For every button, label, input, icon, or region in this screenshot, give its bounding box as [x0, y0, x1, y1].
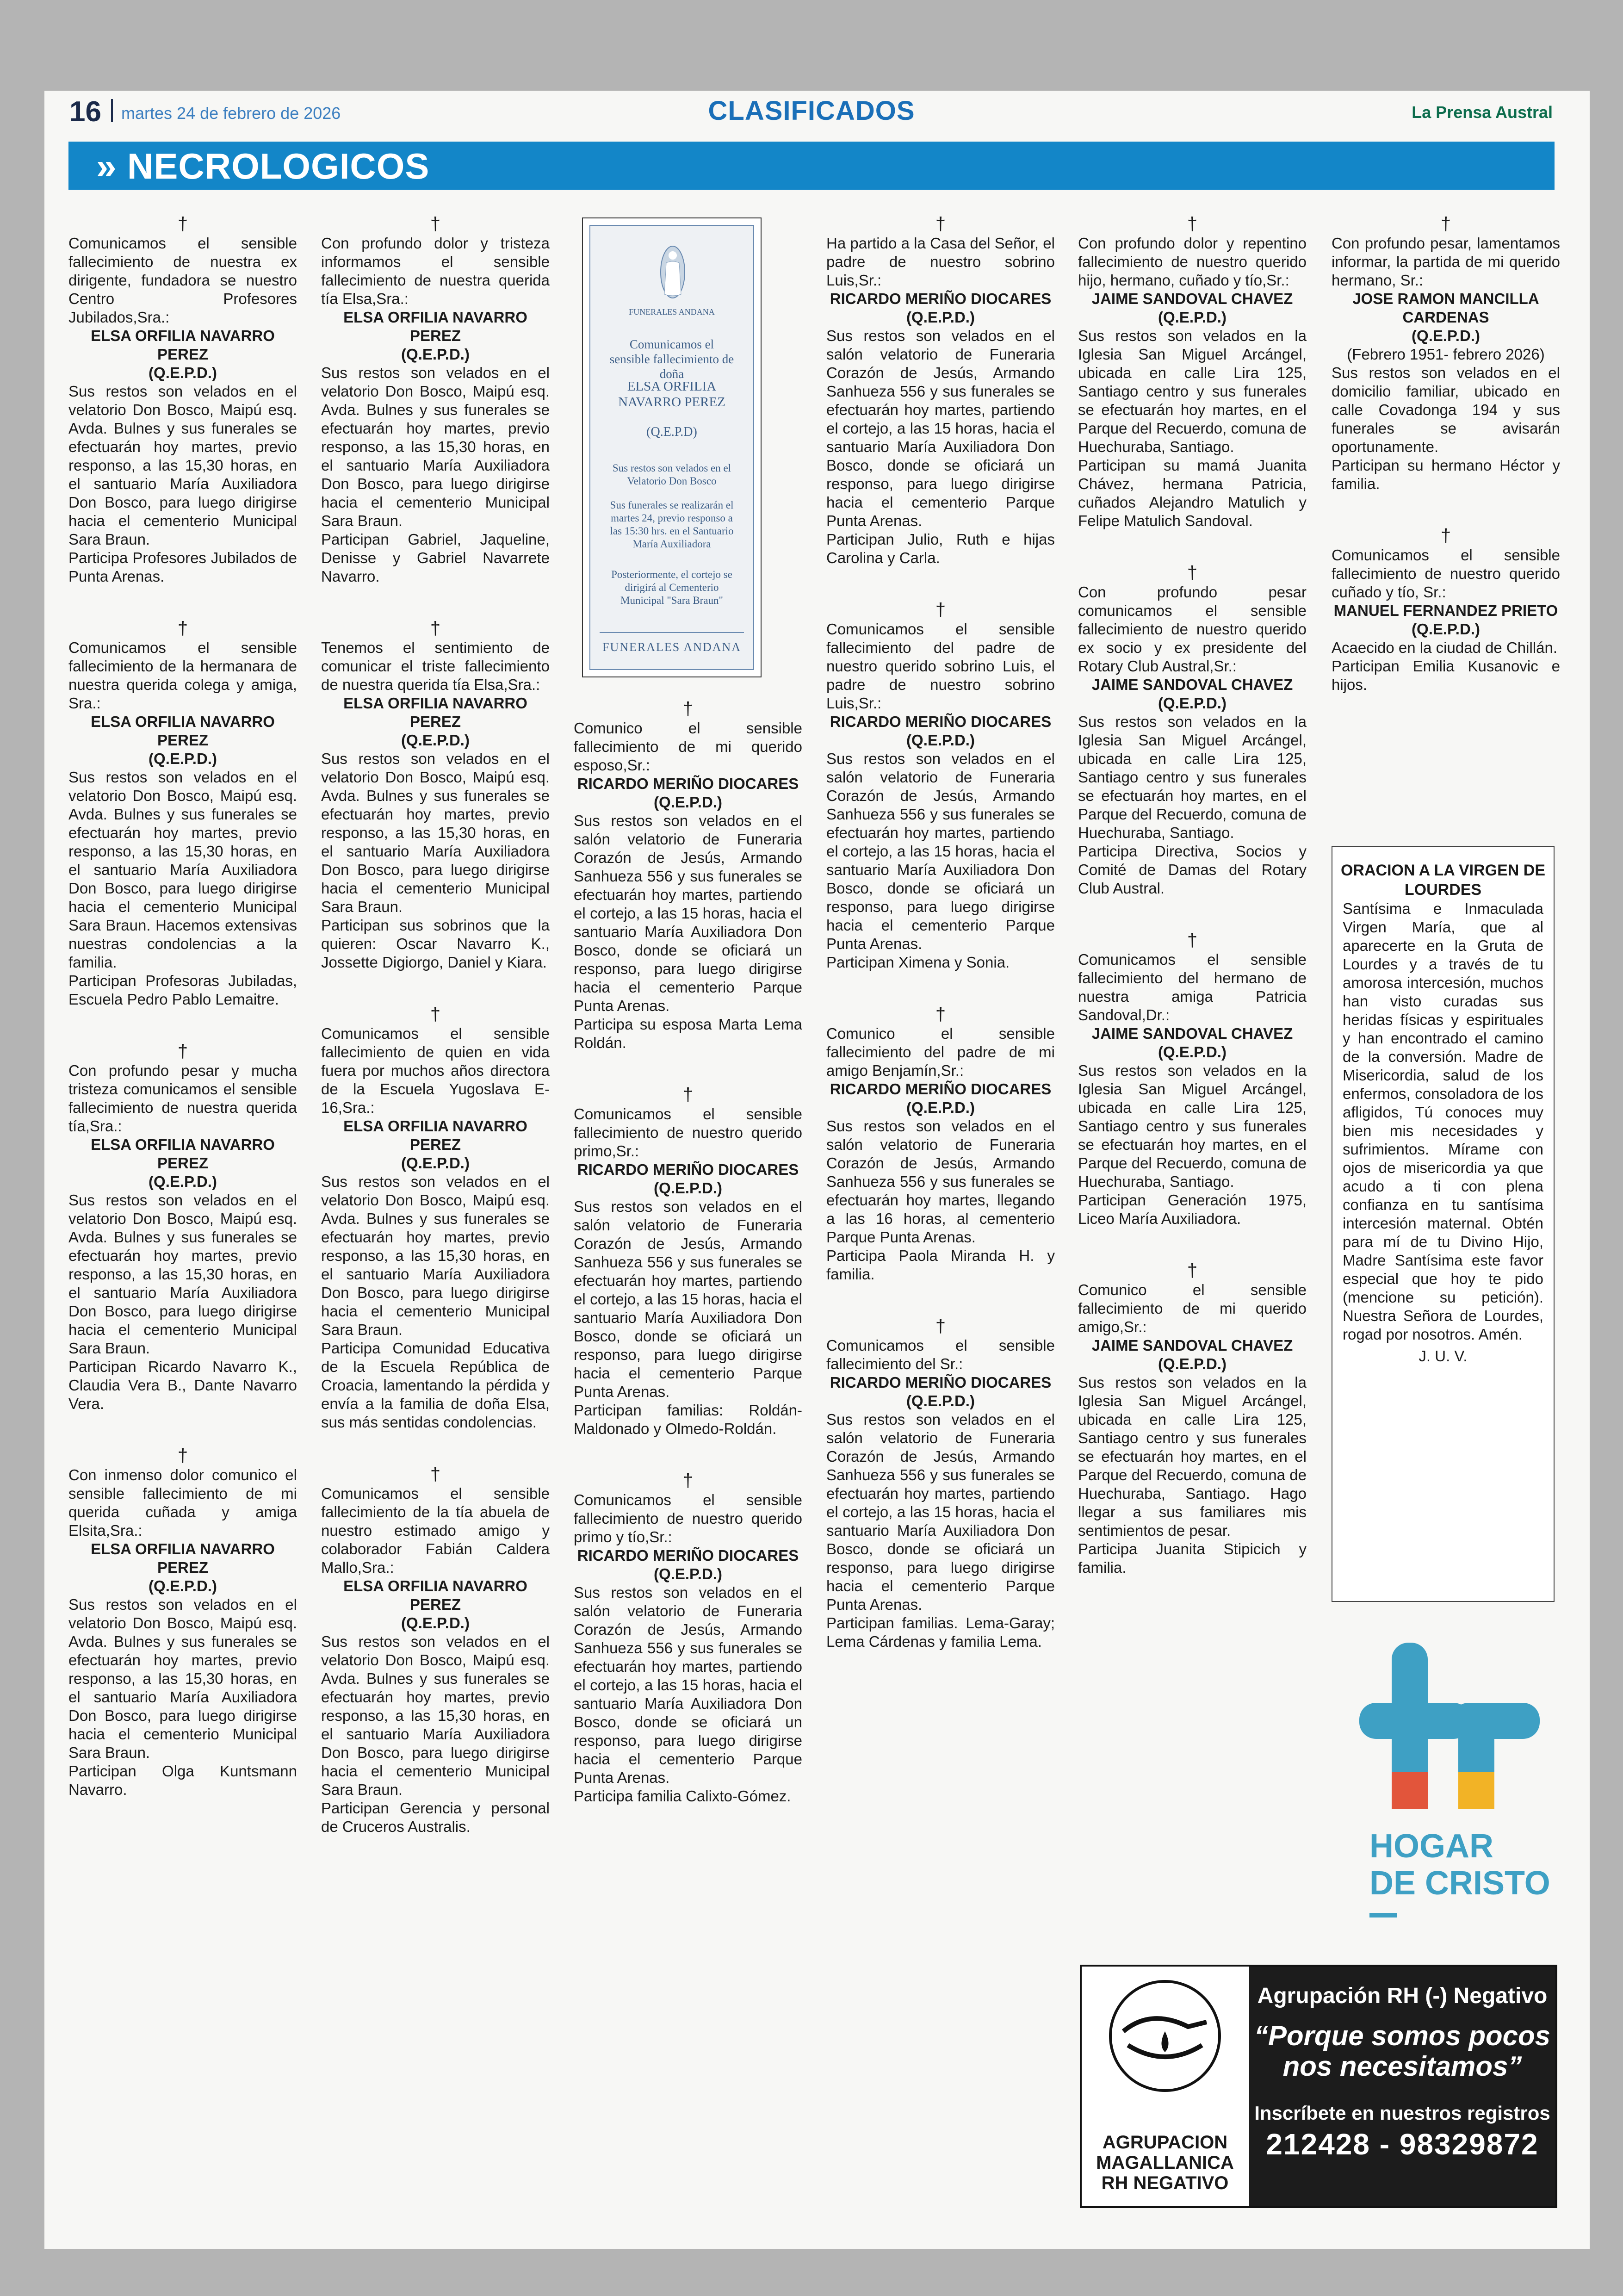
obituary-notice	[574, 1471, 802, 1806]
funeral-card-footer: FUNERALES ANDANA	[602, 640, 741, 654]
funeral-card-divider	[600, 632, 744, 633]
notice-body: Sus restos son velados en el salón velatorio de Funeraria Corazón de Jesús, Armando Sanhueza 556 y sus funerales se efectuarán hoy martes, partiendo el cortejo, a las 15 horas, hacia el santuario María Auxiliadora Don Bosco, donde se oficiará un responso, para luego dirigirse hacia el cementerio Parque Punta Arenas.	[574, 1198, 802, 1400]
virgin-image-icon	[659, 244, 687, 300]
notice-body: Sus restos son velados en el velatorio Don Bosco, Maipú esq. Avda. Bulnes y sus funerales se efectuarán hoy martes, previo responso, a las 15,30 horas, en el santuario María Auxiliadora Don Bosco, para luego dirigirse hacia el cementerio Municipal Sara Braun.	[321, 750, 550, 915]
deceased-name: RICARDO MERIÑO DIOCARES	[577, 1161, 799, 1178]
cross-icon: †	[430, 1464, 441, 1484]
qepd-label: (Q.E.P.D.)	[1412, 621, 1480, 638]
section-name: CLASIFICADOS	[708, 96, 915, 126]
obituary-notice	[68, 618, 297, 1009]
deceased-name: JAIME SANDOVAL CHAVEZ	[1091, 290, 1293, 307]
qepd-label: (Q.E.P.D.)	[149, 364, 217, 381]
participants: Participan Profesoras Jubiladas, Escuela Pedro Pablo Lemaitre.	[68, 972, 297, 1008]
cross-icon: †	[177, 1041, 188, 1061]
qepd-label: (Q.E.P.D.)	[149, 750, 217, 767]
participants: Participan Julio, Ruth e hijas Carolina y Carla.	[826, 531, 1055, 566]
participants: Participan Ricardo Navarro K., Claudia Vera B., Dante Navarro Vera.	[68, 1358, 297, 1412]
notice-intro: Con profundo dolor y tristeza informamos el sensible fallecimiento de nuestra querida tía Elsa,Sra.:	[321, 235, 550, 307]
qepd-label: (Q.E.P.D.)	[1158, 695, 1227, 712]
participants: Participan Emilia Kusanovic e hijos.	[1332, 658, 1560, 693]
participants: Participa Comunidad Educativa de la Escuela República de Croacia, lamentando la pérdida y envía a la familia de doña Elsa, sus más sentidas condolencias.	[321, 1340, 550, 1431]
hogar-line-2: DE CRISTO	[1369, 1865, 1550, 1902]
funeral-card	[582, 217, 762, 677]
funeral-card-qepd: (Q.E.P.D)	[646, 425, 697, 439]
deceased-name: RICARDO MERIÑO DIOCARES	[830, 1374, 1052, 1391]
notice-intro: Comunico el sensible fallecimiento de mi querido amigo,Sr.:	[1078, 1281, 1307, 1335]
deceased-name: ELSA ORFILIA NAVARRO PEREZ	[91, 1540, 275, 1576]
notice-body: Sus restos son velados en la Iglesia San Miguel Arcángel, ubicada en calle Lira 125, Santiago centro y sus funerales se efectuarán hoy martes, en el Parque del Recuerdo, comuna de Huechuraba, Santiago. Hago llegar a sus familiares mis sentimientos de pesar.	[1078, 1374, 1307, 1539]
notice-body: Sus restos son velados en el salón velatorio de Funeraria Corazón de Jesús, Armando Sanhueza 556 y sus funerales se efectuarán hoy martes, partiendo el cortejo, a las 15 horas, hacia el santuario María Auxiliadora Don Bosco, donde se oficiará un responso, para luego dirigirse hacia el cementerio Parque Punta Arenas.	[826, 750, 1055, 952]
rh-ad-headline: Agrupación RH (-) Negativo	[1257, 1984, 1548, 2008]
notice-intro: Con profundo dolor y repentino fallecimiento de nuestro querido hijo, hermano, cuñado y tío,Sr.:	[1078, 235, 1307, 289]
notice-body: Sus restos son velados en el salón velatorio de Funeraria Corazón de Jesús, Armando Sanhueza 556 y sus funerales se efectuarán hoy martes, llegando a las 16 horas, al cementerio Parque Punta Arenas.	[826, 1117, 1055, 1246]
page-date: martes 24 de febrero de 2026	[121, 104, 341, 123]
prayer-title: ORACION A LA VIRGEN DE LOURDES	[1340, 862, 1546, 899]
qepd-label: (Q.E.P.D.)	[1158, 309, 1227, 326]
cross-icon: †	[1187, 930, 1198, 950]
qepd-label: (Q.E.P.D.)	[1158, 1355, 1227, 1372]
qepd-label: (Q.E.P.D.)	[1412, 327, 1480, 344]
obituary-notice	[321, 618, 550, 972]
deceased-name: ELSA ORFILIA NAVARRO PEREZ	[91, 713, 275, 749]
qepd-label: (Q.E.P.D.)	[906, 732, 975, 749]
column-5	[1078, 214, 1307, 1609]
obituary-notice	[574, 1085, 802, 1438]
hand-drop-icon	[1096, 1976, 1234, 2096]
participants: Participa familia Calixto-Gómez.	[574, 1787, 791, 1805]
participants: Participa Profesores Jubilados de Punta Arenas.	[68, 549, 297, 585]
deceased-name: JOSE RAMON MANCILLA CARDENAS	[1352, 290, 1539, 326]
deceased-name: ELSA ORFILIA NAVARRO PEREZ	[91, 327, 275, 363]
deceased-name: ELSA ORFILIA NAVARRO PEREZ	[343, 1577, 527, 1613]
participants: Participan Gabriel, Jaqueline, Denisse y Gabriel Navarrete Navarro.	[321, 531, 550, 585]
deceased-name: JAIME SANDOVAL CHAVEZ	[1091, 1337, 1293, 1354]
deceased-name: ELSA ORFILIA NAVARRO PEREZ	[343, 1117, 527, 1153]
obituary-notice	[321, 214, 550, 586]
qepd-label: (Q.E.P.D.)	[401, 1614, 470, 1632]
participants: Participan familias. Lema-Garay; Lema Cárdenas y familia Lema.	[826, 1614, 1055, 1650]
deceased-name: ELSA ORFILIA NAVARRO PEREZ	[91, 1136, 275, 1172]
notice-intro: Con profundo pesar, lamentamos informar, la partida de mi querido hermano, Sr.:	[1332, 235, 1560, 289]
deceased-name: MANUEL FERNANDEZ PRIETO	[1333, 602, 1558, 619]
obituary-notice	[1332, 214, 1560, 493]
page-number: 16	[69, 96, 101, 128]
obituary-notice	[321, 1464, 550, 1836]
participants: Participan Gerencia y personal de Cruceros Australis.	[321, 1800, 550, 1835]
newspaper-brand: La Prensa Austral	[1412, 103, 1553, 122]
qepd-label: (Q.E.P.D.)	[401, 346, 470, 363]
notice-body: Sus restos son velados en el velatorio Don Bosco, Maipú esq. Avda. Bulnes y sus funerales se efectuarán hoy martes, previo responso, a las 15,30 horas, en el santuario María Auxiliadora Don Bosco, para luego dirigirse hacia el cementerio Municipal Sara Braun. Hacemos extensivas nuestras condolencias a la familia.	[68, 769, 297, 971]
obituary-notice	[68, 1041, 297, 1413]
column-3	[574, 699, 802, 1838]
funeral-card-intro: Comunicamos el sensible fallecimiento de doña	[609, 337, 734, 381]
notice-body: Sus restos son velados en la Iglesia San Miguel Arcángel, ubicada en calle Lira 125, Santiago centro y sus funerales se efectuarán hoy martes, en el Parque del Recuerdo, comuna de Huechuraba, Santiago.	[1078, 1062, 1307, 1190]
notice-body: Sus restos son velados en el salón velatorio de Funeraria Corazón de Jesús, Armando Sanhueza 556 y sus funerales se efectuarán hoy martes, partiendo el cortejo, a las 15 horas, hacia el santuario María Auxiliadora Don Bosco, donde se oficiará un responso, para luego dirigirse hacia el cementerio Parque Punta Arenas.	[826, 327, 1055, 529]
rh-ad-phone: 212428 - 98329872	[1266, 2128, 1539, 2161]
funeral-card-name: ELSA ORFILIA NAVARRO PEREZ	[618, 379, 725, 410]
deceased-name: JAIME SANDOVAL CHAVEZ	[1091, 1025, 1293, 1042]
notice-body: Acaecido en la ciudad de Chillán.	[1332, 639, 1557, 656]
notice-body: Sus restos son velados en el salón velatorio de Funeraria Corazón de Jesús, Armando Sanhueza 556 y sus funerales se efectuarán hoy martes, partiendo el cortejo, a las 15 horas, hacia el santuario María Auxiliadora Don Bosco, donde se oficiará un responso, para luego dirigirse hacia el cementerio Parque Punta Arenas.	[826, 1411, 1055, 1613]
notice-intro: Ha partido a la Casa del Señor, el padre de nuestro sobrino Luis,Sr.:	[826, 235, 1055, 289]
rh-ad-text-panel	[1249, 1967, 1555, 2206]
prayer-signature: J. U. V.	[1419, 1347, 1468, 1365]
notice-body: Sus restos son velados en la Iglesia San Miguel Arcángel, ubicada en calle Lira 125, Santiago centro y sus funerales se efectuarán hoy martes, en el Parque del Recuerdo, comuna de Huechuraba, Santiago.	[1078, 327, 1307, 455]
rh-ad-slogan: “Porque somos pocos nos necesitamos”	[1254, 2020, 1551, 2082]
column-2	[321, 214, 550, 1868]
notice-body: Sus restos son velados en el domicilio familiar, ubicado en calle Covadonga 194 y sus funerales se avisarán oportunamente.	[1332, 364, 1560, 455]
cross-icon: †	[1440, 526, 1451, 546]
notice-intro: Comunicamos el sensible fallecimiento del Sr.:	[826, 1337, 1055, 1372]
obituary-notice	[1078, 563, 1307, 898]
notice-body: Sus restos son velados en el velatorio Don Bosco, Maipú esq. Avda. Bulnes y sus funerales se efectuarán hoy martes, previo responso, a las 15,30 horas, en el santuario María Auxiliadora Don Bosco, para luego dirigirse hacia el cementerio Municipal Sara Braun.	[68, 1596, 297, 1761]
obituary-notice	[574, 699, 802, 1052]
participants: Participa Directiva, Socios y Comité de Damas del Rotary Club Austral.	[1078, 843, 1307, 897]
deceased-name: RICARDO MERIÑO DIOCARES	[830, 290, 1052, 307]
participants: Participa su esposa Marta Lema Roldán.	[574, 1016, 802, 1051]
notice-body: Sus restos son velados en el velatorio Don Bosco, Maipú esq. Avda. Bulnes y sus funerales se efectuarán hoy martes, previo responso, a las 15,30 horas, en el santuario María Auxiliadora Don Bosco, para luego dirigirse hacia el cementerio Municipal Sara Braun.	[68, 1191, 297, 1357]
deceased-name: ELSA ORFILIA NAVARRO PEREZ	[343, 309, 527, 344]
obituary-notice	[826, 1316, 1055, 1651]
notice-intro: Comunicamos el sensible fallecimiento del padre de nuestro querido sobrino Luis, el padre de nuestro sobrino Luis,Sr.:	[826, 621, 1055, 712]
notice-intro: Con profundo pesar comunicamos el sensible fallecimiento de nuestro querido ex socio y ex presidente del Rotary Club Austral,Sr.:	[1078, 583, 1307, 675]
notice-intro: Con inmenso dolor comunico el sensible fallecimiento de mi querida cuñada y amiga Elsita,Sra.:	[68, 1466, 297, 1539]
cross-icon: †	[430, 1004, 441, 1024]
qepd-label: (Q.E.P.D.)	[149, 1577, 217, 1595]
deceased-name: ELSA ORFILIA NAVARRO PEREZ	[343, 695, 527, 730]
qepd-label: (Q.E.P.D.)	[654, 1179, 722, 1197]
notice-intro: Comunico el sensible fallecimiento de mi querido esposo,Sr.:	[574, 720, 802, 774]
qepd-label: (Q.E.P.D.)	[906, 1099, 975, 1116]
notice-intro: Comunicamos el sensible fallecimiento de nuestro querido cuñado y tío, Sr.:	[1332, 546, 1560, 601]
obituary-notice	[1078, 1260, 1307, 1577]
qepd-label: (Q.E.P.D.)	[906, 1392, 975, 1409]
funeral-card-logo: FUNERALES ANDANA	[629, 307, 715, 316]
obituary-notice	[321, 1004, 550, 1432]
notice-intro: Comunicamos el sensible fallecimiento de nuestra ex dirigente, fundadora se nuestro Centro Profesores Jubilados,Sra.:	[68, 235, 297, 326]
participants: Participan su hermano Héctor y familia.	[1332, 457, 1560, 492]
qepd-label: (Q.E.P.D.)	[906, 309, 975, 326]
cross-icon: †	[177, 1446, 188, 1466]
section-banner	[68, 142, 1555, 190]
obituary-notice	[1078, 214, 1307, 530]
rh-ad-logo-panel	[1082, 1967, 1248, 2206]
notice-intro: Comunico el sensible fallecimiento del padre de mi amigo Benjamín,Sr.:	[826, 1025, 1055, 1079]
notice-body: Sus restos son velados en el velatorio Don Bosco, Maipú esq. Avda. Bulnes y sus funerales se efectuarán hoy martes, previo responso, a las 15,30 horas, en el santuario María Auxiliadora Don Bosco, para luego dirigirse hacia el cementerio Municipal Sara Braun.	[321, 364, 550, 529]
cross-icon: †	[1440, 214, 1451, 234]
qepd-label: (Q.E.P.D.)	[1158, 1043, 1227, 1061]
qepd-label: (Q.E.P.D.)	[654, 794, 722, 811]
funeral-card-service: Sus funerales se realizarán el martes 24, previo responso a las 15:30 hrs. en el Santuario María Auxiliadora	[610, 499, 734, 550]
rh-ad-organization: AGRUPACION MAGALLANICA RH NEGATIVO	[1096, 2132, 1234, 2193]
cross-icon: †	[935, 1316, 946, 1336]
cross-icon: †	[430, 214, 441, 234]
obituary-notice	[68, 214, 297, 586]
hogar-de-cristo-text	[1369, 1828, 1550, 1917]
cross-icon: †	[177, 618, 188, 639]
cross-icon: †	[1187, 1260, 1198, 1281]
cross-icon: †	[682, 699, 694, 719]
participants: Participan sus sobrinos que la quieren: Oscar Navarro K., Jossette Digiorgo, Daniel y Kiara.	[321, 917, 550, 971]
section-title: » NECROLOGICOS	[96, 146, 430, 186]
deceased-name: RICARDO MERIÑO DIOCARES	[830, 713, 1052, 730]
obituary-notice	[826, 214, 1055, 567]
participants: Participa Juanita Stipicich y familia.	[1078, 1540, 1307, 1576]
deceased-name: RICARDO MERIÑO DIOCARES	[577, 775, 799, 792]
obituary-notice	[68, 1446, 297, 1799]
column-6	[1332, 214, 1560, 726]
participants: Participan familias: Roldán-Maldonado y Olmedo-Roldán.	[574, 1402, 802, 1437]
notice-intro: Comunicamos el sensible fallecimiento del hermano de nuestra amiga Patricia Sandoval,Dr.:	[1078, 951, 1307, 1024]
cross-icon: †	[1187, 563, 1198, 583]
hogar-underline	[1369, 1913, 1397, 1917]
qepd-label: (Q.E.P.D.)	[654, 1565, 722, 1582]
qepd-label: (Q.E.P.D.)	[149, 1173, 217, 1190]
notice-intro: Con profundo pesar y mucha tristeza comunicamos el sensible fallecimiento de nuestra querida tía,Sra.:	[68, 1062, 297, 1135]
obituary-notice	[1078, 930, 1307, 1228]
obituary-notice	[826, 600, 1055, 972]
cross-icon: †	[935, 214, 946, 234]
column-1	[68, 214, 297, 1831]
qepd-label: (Q.E.P.D.)	[401, 732, 470, 749]
deceased-name: JAIME SANDOVAL CHAVEZ	[1091, 676, 1293, 693]
notice-intro: Tenemos el sentimiento de comunicar el triste fallecimiento de nuestra querida tía Elsa,Sra.:	[321, 639, 550, 693]
notice-intro: Comunicamos el sensible fallecimiento de la hermanara de nuestra querida colega y amiga, Sra.:	[68, 639, 297, 712]
cross-icon: †	[177, 214, 188, 234]
notice-body: Sus restos son velados en el velatorio Don Bosco, Maipú esq. Avda. Bulnes y sus funerales se efectuarán hoy martes, previo responso, a las 15,30 horas, en el santuario María Auxiliadora Don Bosco, para luego dirigirse hacia el cementerio Municipal Sara Braun.	[68, 383, 297, 548]
rh-negative-ad	[1080, 1965, 1557, 2208]
column-4	[826, 214, 1055, 1683]
notice-intro: Comunicamos el sensible fallecimiento de nuestro querido primo,Sr.:	[574, 1105, 802, 1160]
notice-body: Sus restos son velados en el salón velatorio de Funeraria Corazón de Jesús, Armando Sanhueza 556 y sus funerales se efectuarán hoy martes, partiendo el cortejo, a las 15 horas, hacia el santuario María Auxiliadora Don Bosco, donde se oficiará un responso, para luego dirigirse hacia el cementerio Parque Punta Arenas.	[574, 1584, 802, 1786]
cross-icon: †	[935, 600, 946, 620]
notice-intro: Comunicamos el sensible fallecimiento de nuestro querido primo y tío,Sr.:	[574, 1491, 802, 1545]
notice-body: Sus restos son velados en el velatorio Don Bosco, Maipú esq. Avda. Bulnes y sus funerales se efectuarán hoy martes, previo responso, a las 15,30 horas, en el santuario María Auxiliadora Don Bosco, para luego dirigirse hacia el cementerio Municipal Sara Braun.	[321, 1633, 550, 1798]
cross-icon: †	[682, 1471, 694, 1491]
qepd-label: (Q.E.P.D.)	[401, 1154, 470, 1172]
deceased-name: RICARDO MERIÑO DIOCARES	[830, 1080, 1052, 1098]
cross-icon: †	[430, 618, 441, 639]
participants: Participa Paola Miranda H. y familia.	[826, 1247, 1055, 1283]
funeral-card-wake: Sus restos son velados en el Velatorio Don Bosco	[612, 462, 731, 487]
obituary-notice	[826, 1004, 1055, 1284]
cross-icon: †	[682, 1085, 694, 1105]
participants: Participan Generación 1975, Liceo María Auxiliadora.	[1078, 1191, 1307, 1227]
funeral-card-cortege: Posteriormente, el cortejo se dirigirá al Cementerio Municipal "Sara Braun"	[611, 569, 732, 606]
cross-icon: †	[1187, 214, 1198, 234]
cross-icon: †	[935, 1004, 946, 1024]
deceased-name: RICARDO MERIÑO DIOCARES	[577, 1547, 799, 1564]
life-dates: (Febrero 1951- febrero 2026)	[1347, 346, 1545, 363]
notice-intro: Comunicamos el sensible fallecimiento de quien en vida fuera por muchos años directora de la Escuela Yugoslava E-16,Sra.:	[321, 1025, 550, 1116]
hogar-line-1: HOGAR	[1369, 1828, 1493, 1865]
prayer-box	[1332, 846, 1555, 1602]
prayer-body: Santísima e Inmaculada Virgen María, que al aparecerte en la Gruta de Lourdes y a través de tu amorosa intercesión, muchos han visto curadas sus heridas físicas y espirituales y han encontrado el camino de la conversión. Madre de Misericordia, salud de los enfermos, consoladora de los afligidos, Tú conoces muy bien mis necesidades y sufrimientos. Mírame con ojos de misericordia ya que acudo a ti con plena confianza en tu santísima intercesión maternal. Obtén para mí de tu Divino Hijo, Madre Santísima este favor especial que hoy te pido (mencione su petición). Nuestra Señora de Lourdes, rogad por nosotros. Amén.	[1343, 900, 1543, 1343]
rh-ad-subtitle: Inscríbete en nuestros registros	[1254, 2102, 1550, 2124]
participants: Participan su mamá Juanita Chávez, hermana Patricia, cuñados Alejandro Matulich y Felipe Matulich Sandoval.	[1078, 457, 1307, 529]
notice-body: Sus restos son velados en el velatorio Don Bosco, Maipú esq. Avda. Bulnes y sus funerales se efectuarán hoy martes, previo responso, a las 15,30 horas, en el santuario María Auxiliadora Don Bosco, para luego dirigirse hacia el cementerio Municipal Sara Braun.	[321, 1173, 550, 1338]
obituary-notice	[1332, 526, 1560, 694]
notice-body: Sus restos son velados en el salón velatorio de Funeraria Corazón de Jesús, Armando Sanhueza 556 y sus funerales se efectuarán hoy martes, partiendo el cortejo, a las 15 horas, hacia el santuario María Auxiliadora Don Bosco, donde se oficiará un responso, para luego dirigirse hacia el cementerio Parque Punta Arenas.	[574, 812, 802, 1014]
participants: Participan Ximena y Sonia.	[826, 954, 1010, 971]
participants: Participan Olga Kuntsmann Navarro.	[68, 1762, 297, 1798]
notice-body: Sus restos son velados en la Iglesia San Miguel Arcángel, ubicada en calle Lira 125, Santiago centro y sus funerales se efectuarán hoy martes, en el Parque del Recuerdo, comuna de Huechuraba, Santiago.	[1078, 713, 1307, 841]
notice-intro: Comunicamos el sensible fallecimiento de la tía abuela de nuestro estimado amigo y colaborador Fabián Caldera Mallo,Sra.:	[321, 1485, 550, 1576]
